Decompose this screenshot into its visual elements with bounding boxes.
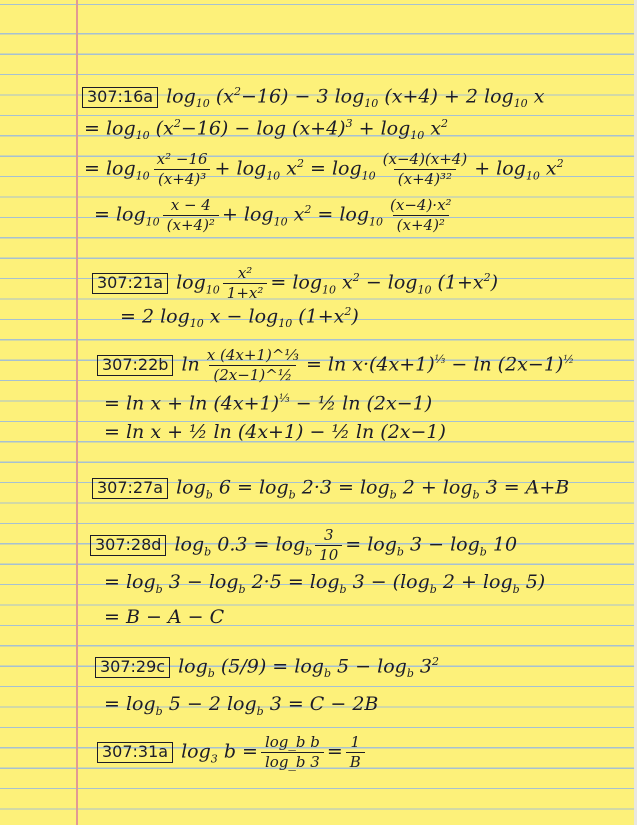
- subscript: b: [406, 667, 414, 681]
- math-text: = log: [94, 203, 146, 226]
- math-text: log: [181, 740, 211, 763]
- superscript: 2: [173, 117, 181, 130]
- subscript: b: [429, 582, 437, 596]
- equation-line: [104, 423, 446, 442]
- fraction: [223, 266, 268, 301]
- equation-line: [84, 118, 448, 141]
- subscript: 10: [195, 97, 210, 111]
- subscript: 10: [369, 215, 384, 229]
- subscript: 10: [364, 97, 379, 111]
- subscript: b: [305, 545, 313, 559]
- math-text: = ln x·(4x+1): [305, 353, 435, 376]
- math-text: + log: [221, 203, 274, 226]
- subscript: b: [512, 582, 520, 596]
- equation-line: [120, 306, 359, 329]
- superscript: 2: [352, 271, 360, 285]
- denominator: B: [346, 752, 365, 770]
- problem-label: 307:16a: [82, 87, 158, 108]
- subscript: 10: [145, 215, 160, 229]
- equation-line: [92, 266, 498, 301]
- numerator: (x−4)(x+4): [382, 150, 468, 168]
- subscript: b: [256, 704, 264, 718]
- subscript: 10: [361, 169, 376, 183]
- subscript: 10: [278, 317, 293, 331]
- equation-line: [104, 695, 378, 717]
- math-text: log: [174, 533, 205, 556]
- subscript: b: [339, 582, 347, 596]
- equation-line: [97, 735, 368, 770]
- superscript: 2: [296, 157, 304, 171]
- subscript: 10: [513, 97, 528, 111]
- math-text: 3 − (log: [346, 571, 430, 593]
- subscript: b: [389, 488, 397, 502]
- math-text: 3 = C − 2B: [263, 693, 379, 715]
- math-text: log: [166, 85, 196, 108]
- numerator: x (4x+1)^⅓: [206, 346, 299, 364]
- fraction: [203, 348, 303, 383]
- superscript: 2: [233, 85, 241, 98]
- fraction: [346, 735, 365, 770]
- superscript: 2: [344, 305, 352, 318]
- fraction: [386, 198, 456, 233]
- superscript: ⅓: [279, 392, 290, 405]
- numerator: log_b b: [264, 733, 320, 751]
- problem-label: 307:31a: [97, 742, 173, 763]
- equation-line: [104, 393, 432, 413]
- math-text: (1+x: [431, 271, 484, 294]
- math-text: (5/9) = log: [214, 655, 324, 678]
- subscript: b: [238, 582, 246, 596]
- equation-line: [94, 198, 459, 233]
- math-text: 2·5 = log: [245, 571, 340, 593]
- subscript: 10: [266, 169, 281, 183]
- math-text: 10: [486, 533, 518, 556]
- math-text: (1+x: [292, 305, 345, 328]
- denominator: (x+4)³: [154, 169, 210, 187]
- math-text: x: [336, 271, 353, 294]
- subscript: b: [472, 488, 480, 502]
- math-text: (x+4) + 2 log: [378, 85, 514, 108]
- subscript: 10: [135, 169, 150, 183]
- subscript: b: [323, 667, 331, 681]
- subscript: b: [207, 667, 215, 681]
- equation-line: [90, 528, 517, 563]
- math-text: = log: [84, 117, 136, 140]
- math-text: = B − A − C: [104, 606, 225, 628]
- subscript: b: [479, 545, 487, 559]
- subscript: 10: [205, 283, 220, 297]
- math-text: −16) − log (x+4): [180, 117, 346, 140]
- denominator: (x+4)²: [163, 215, 219, 233]
- equation-line: [104, 573, 545, 595]
- subscript: 10: [410, 129, 425, 143]
- math-text: − log: [359, 271, 418, 294]
- equation-line: [82, 86, 544, 109]
- margin-line: [76, 0, 78, 825]
- math-text: log: [178, 655, 208, 678]
- denominator: 10: [315, 545, 342, 563]
- problem-label: 307:28d: [90, 535, 166, 556]
- math-text: 2 + log: [436, 571, 513, 593]
- subscript: 10: [525, 169, 540, 183]
- math-text: = log: [270, 271, 323, 294]
- problem-label: 307:22b: [97, 355, 173, 376]
- superscript: 2: [556, 157, 564, 171]
- math-text: −16) − 3 log: [240, 85, 365, 108]
- equation-line: [84, 152, 564, 187]
- subscript: 10: [189, 317, 204, 331]
- subscript: b: [205, 488, 213, 502]
- superscript: 2: [432, 655, 439, 668]
- math-text: x: [539, 157, 557, 180]
- math-text: 5 − log: [331, 655, 407, 678]
- subscript: 10: [322, 283, 337, 297]
- math-text: ln: [181, 353, 200, 376]
- fraction: [261, 735, 324, 770]
- math-text: 2·3 = log: [295, 476, 390, 499]
- math-text: 6 = log: [212, 476, 289, 499]
- math-text: − ½ ln (2x−1): [289, 392, 433, 415]
- math-text: + log: [352, 117, 411, 140]
- math-text: x − log: [203, 305, 279, 328]
- equation-line: [104, 608, 224, 627]
- math-text: = 2 log: [120, 305, 190, 328]
- math-text: (x: [149, 117, 174, 140]
- math-text: 2 + log: [396, 476, 473, 499]
- math-text: (x: [209, 85, 234, 108]
- superscript: 2: [441, 117, 449, 130]
- math-text: =: [326, 740, 343, 763]
- fraction: [315, 528, 342, 563]
- superscript: 3: [345, 117, 353, 130]
- equation-line: [97, 348, 574, 383]
- problem-label: 307:29c: [95, 657, 170, 678]
- denominator: (x+4)³²: [394, 169, 456, 187]
- math-text: 3 − log: [403, 533, 480, 556]
- denominator: (2x−1)^½: [209, 365, 296, 383]
- superscript: 2: [483, 271, 491, 285]
- subscript: b: [288, 488, 296, 502]
- math-text: = log: [104, 693, 156, 715]
- subscript: 3: [210, 752, 218, 766]
- math-text: x: [280, 157, 297, 180]
- superscript: ½: [563, 353, 574, 367]
- math-text: x: [287, 203, 305, 226]
- superscript: 2: [304, 203, 312, 217]
- problem-label: 307:27a: [92, 478, 168, 499]
- math-text: + log: [214, 157, 267, 180]
- subscript: 10: [273, 215, 288, 229]
- math-text: log: [176, 271, 206, 294]
- subscript: 10: [417, 283, 432, 297]
- denominator: (x+4)²: [393, 215, 449, 233]
- math-text: 3 = A+B: [479, 476, 570, 499]
- denominator: 1+x²: [223, 283, 268, 301]
- math-text: = log: [84, 157, 136, 180]
- math-text: 5 − 2 log: [162, 693, 257, 715]
- math-text: x: [424, 117, 442, 140]
- denominator: log_b 3: [261, 752, 324, 770]
- math-text: + log: [474, 157, 526, 180]
- math-text: = ln x + ½ ln (4x+1) − ½ ln (2x−1): [104, 421, 446, 443]
- math-text: = log: [104, 571, 156, 593]
- math-text: log: [176, 476, 206, 499]
- numerator: x − 4: [170, 196, 211, 214]
- math-text: 3 − log: [162, 571, 239, 593]
- superscript: ⅓: [434, 353, 446, 367]
- math-text: ): [351, 305, 359, 328]
- equation-line: [92, 478, 569, 500]
- numerator: (x−4)·x²: [390, 196, 452, 214]
- problem-label: 307:21a: [92, 273, 168, 294]
- numerator: 1: [350, 733, 361, 751]
- math-text: − ln (2x−1): [445, 353, 564, 376]
- equation-line: [95, 656, 439, 679]
- math-text: 5): [519, 571, 546, 593]
- subscript: b: [155, 704, 163, 718]
- math-text: x: [527, 85, 545, 108]
- math-text: b =: [217, 740, 258, 763]
- fraction: [153, 152, 212, 187]
- numerator: x²: [237, 264, 253, 282]
- math-text: ): [490, 271, 499, 294]
- math-text: 3: [413, 655, 432, 678]
- numerator: x² −16: [156, 150, 208, 168]
- subscript: b: [396, 545, 404, 559]
- subscript: b: [204, 545, 212, 559]
- numerator: 3: [323, 526, 334, 544]
- math-text: = ln x + ln (4x+1): [104, 392, 280, 415]
- fraction: [379, 152, 472, 187]
- math-text: = log: [303, 157, 362, 180]
- fraction: [163, 198, 219, 233]
- math-text: = log: [311, 203, 370, 226]
- math-text: 0.3 = log: [211, 533, 306, 556]
- subscript: b: [155, 582, 163, 596]
- subscript: 10: [135, 129, 150, 143]
- math-text: = log: [345, 533, 397, 556]
